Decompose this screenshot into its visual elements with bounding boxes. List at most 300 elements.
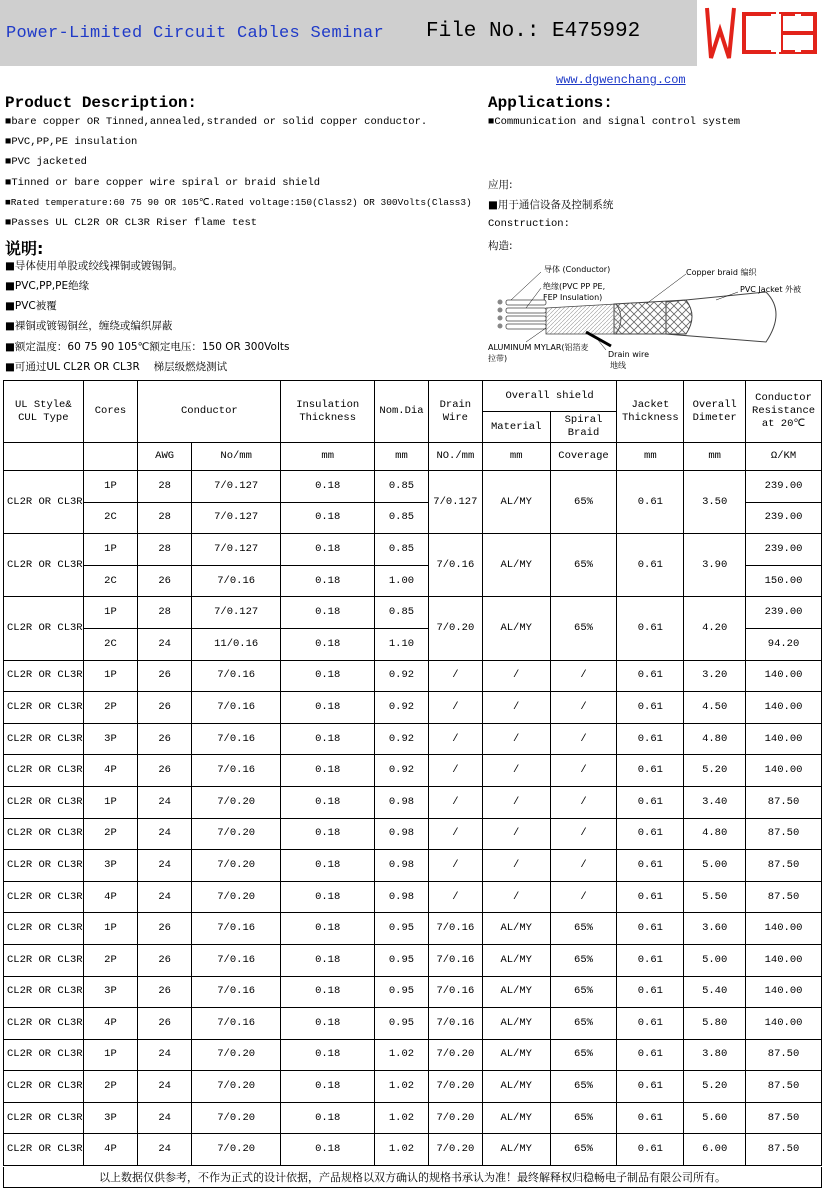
cell-dia: 0.98 [375,881,429,913]
header-insulation: Insulation Thickness [281,381,375,443]
cell-drain: 7/0.127 [428,471,482,534]
cell-awg: 28 [138,502,192,534]
cell-res: 87.50 [746,818,822,850]
cell-awg: 24 [138,850,192,882]
unit-overall: mm [684,443,746,471]
cell-jacket: 0.61 [617,881,684,913]
cell-style: CL2R OR CL3R [4,1008,84,1040]
cell-ins: 0.18 [281,1134,375,1166]
cell-coverage: 65% [550,1008,617,1040]
cell-style: CL2R OR CL3R [4,692,84,724]
header-drain: Drain Wire [428,381,482,443]
cell-resistance: 239.00 [746,534,822,566]
cell-ins: 0.18 [281,755,375,787]
cn-item: ■可通过UL CL2R OR CL3R 梯层级燃烧测试 [5,361,228,373]
cell-cores: 1P [83,471,138,503]
cell-jacket: 0.61 [617,1008,684,1040]
construction-label: Construction: [488,218,570,230]
cell-ul-style: CL2R OR CL3R [4,597,84,660]
cell-style: CL2R OR CL3R [4,1102,84,1134]
cell-dia: 0.98 [375,850,429,882]
table-row [4,786,822,818]
product-description-heading: Product Description: [5,94,198,112]
table-row [4,723,822,755]
cell-awg: 28 [138,597,192,629]
cell-overall: 3.20 [684,660,746,692]
cell-drain: / [428,660,482,692]
cell-ul-style: CL2R OR CL3R [4,471,84,534]
cell-drain: 7/0.16 [428,976,482,1008]
cell-ins: 0.18 [281,786,375,818]
cell-style: CL2R OR CL3R [4,850,84,882]
cell-no-mm: 7/0.16 [191,660,280,692]
cell-resistance: 239.00 [746,471,822,503]
cell-nom-dia: 1.10 [375,628,429,660]
cn-item: ■导体使用单股或绞线裸铜或镀锡铜。 [5,260,183,272]
table-row [4,597,822,629]
cn-item: ■额定温度：60 75 90 105℃额定电压：150 OR 300Volts [5,341,290,353]
cell-coverage: 65% [550,1102,617,1134]
cell-res: 87.50 [746,786,822,818]
cell-material: AL/MY [482,597,550,660]
cell-ins: 0.18 [281,723,375,755]
header-nom-dia: Nom.Dia [375,381,429,443]
cell-ins: 0.18 [281,660,375,692]
cell-ins: 0.18 [281,850,375,882]
cell-material: AL/MY [482,1039,550,1071]
cell-drain: 7/0.20 [428,597,482,660]
pd-item: ■bare copper OR Tinned,annealed,stranded or solid copper conductor. [5,116,428,128]
cell-res: 140.00 [746,755,822,787]
cell-no-mm: 11/0.16 [191,628,280,660]
table-row [4,944,822,976]
cell-overall-dia: 3.50 [684,471,746,534]
cell-cores: 4P [83,1008,138,1040]
cn-description-heading: 说明: [5,239,44,258]
cell-resistance: 150.00 [746,565,822,597]
cell-awg: 28 [138,534,192,566]
header-spiral: Spiral Braid [550,412,617,443]
cell-no-mm: 7/0.20 [191,1039,280,1071]
unit-ins: mm [281,443,375,471]
cell-ins: 0.18 [281,818,375,850]
cell-cores: 3P [83,1102,138,1134]
cell-ins: 0.18 [281,692,375,724]
cell-style: CL2R OR CL3R [4,881,84,913]
cell-drain: 7/0.20 [428,1102,482,1134]
header-overall-shield: Overall shield [482,381,617,412]
cell-dia: 0.92 [375,692,429,724]
label-copper-braid: Copper braid 编织 [686,268,757,277]
cell-jacket: 0.61 [617,1102,684,1134]
cell-nom-dia: 0.85 [375,502,429,534]
cell-dia: 0.95 [375,1008,429,1040]
cell-res: 140.00 [746,1008,822,1040]
cell-material: / [482,881,550,913]
cell-overall: 4.80 [684,818,746,850]
cell-cores: 2C [83,502,138,534]
table-row [4,1102,822,1134]
cell-coverage: 65% [550,471,617,534]
cell-style: CL2R OR CL3R [4,723,84,755]
cell-no-mm: 7/0.20 [191,850,280,882]
cell-cores: 2P [83,818,138,850]
cell-material: AL/MY [482,1071,550,1103]
cell-awg: 26 [138,565,192,597]
cell-res: 87.50 [746,1134,822,1166]
cell-coverage: / [550,850,617,882]
cell-overall: 5.80 [684,1008,746,1040]
cell-overall: 5.40 [684,976,746,1008]
cell-coverage: / [550,755,617,787]
cell-no-mm: 7/0.127 [191,534,280,566]
cell-material: / [482,755,550,787]
cell-res: 87.50 [746,1102,822,1134]
cell-dia: 0.98 [375,818,429,850]
cell-cores: 2P [83,692,138,724]
cell-insulation: 0.18 [281,471,375,503]
cell-overall: 3.40 [684,786,746,818]
cell-material: AL/MY [482,534,550,597]
pd-item: ■PVC,PP,PE insulation [5,136,138,148]
cell-material: AL/MY [482,976,550,1008]
cell-material: AL/MY [482,471,550,534]
cell-jacket: 0.61 [617,597,684,660]
cell-jacket: 0.61 [617,1134,684,1166]
cell-material: / [482,786,550,818]
disclaimer-footer: 以上数据仅供参考，不作为正式的设计依据，产品规格以双方确认的规格书承认为准！最终解释权归稳畅电子制品有限公司所有。 [3,1167,822,1188]
cell-no-mm: 7/0.20 [191,818,280,850]
cell-material: / [482,818,550,850]
cell-res: 140.00 [746,692,822,724]
label-drain-2: 地线 [610,361,626,370]
cn-item: ■裸铜或镀锡铜丝，缠绕或编织屏蔽 [5,320,173,332]
cell-insulation: 0.18 [281,565,375,597]
cell-no-mm: 7/0.16 [191,755,280,787]
cell-jacket: 0.61 [617,818,684,850]
unit-material: mm [482,443,550,471]
table-row [4,1008,822,1040]
cell-cores: 1P [83,786,138,818]
cell-overall: 4.80 [684,723,746,755]
label-conductor: 导体 (Conductor) [544,265,611,274]
cell-jacket: 0.61 [617,755,684,787]
cell-ins: 0.18 [281,913,375,945]
cell-jacket: 0.61 [617,660,684,692]
cell-awg: 26 [138,1008,192,1040]
cell-drain: / [428,786,482,818]
pd-item: ■Tinned or bare copper wire spiral or braid shield [5,177,321,189]
cell-overall: 6.00 [684,1134,746,1166]
cell-no-mm: 7/0.16 [191,723,280,755]
table-row [4,755,822,787]
application-cn-item: ■用于通信设备及控制系统 [488,199,614,211]
header-jacket: Jacket Thickness [617,381,684,443]
cell-cores: 1P [83,913,138,945]
cell-awg: 26 [138,755,192,787]
cell-jacket: 0.61 [617,976,684,1008]
cell-cores: 2C [83,565,138,597]
cell-cores: 1P [83,534,138,566]
cell-overall: 5.20 [684,1071,746,1103]
cell-no-mm: 7/0.127 [191,502,280,534]
cell-res: 87.50 [746,881,822,913]
cell-overall: 3.80 [684,1039,746,1071]
cell-overall-dia: 3.90 [684,534,746,597]
cell-coverage: 65% [550,597,617,660]
cell-resistance: 239.00 [746,502,822,534]
spec-table [3,380,822,1166]
file-number: File No.: E475992 [426,20,641,43]
cell-awg: 24 [138,786,192,818]
cell-cores: 1P [83,660,138,692]
cell-awg: 26 [138,660,192,692]
cell-awg: 24 [138,1102,192,1134]
cell-awg: 26 [138,976,192,1008]
cell-res: 140.00 [746,976,822,1008]
cell-style: CL2R OR CL3R [4,1039,84,1071]
cell-no-mm: 7/0.16 [191,692,280,724]
cell-dia: 0.92 [375,755,429,787]
cell-dia: 1.02 [375,1071,429,1103]
table-row [4,976,822,1008]
cell-drain: / [428,850,482,882]
cell-coverage: / [550,881,617,913]
cell-drain: 7/0.16 [428,534,482,597]
cell-drain: / [428,755,482,787]
cell-awg: 24 [138,628,192,660]
document-title: Power-Limited Circuit Cables Seminar [6,24,385,43]
cell-jacket: 0.61 [617,534,684,597]
cell-material: AL/MY [482,1102,550,1134]
cell-dia: 1.02 [375,1039,429,1071]
cell-material: AL/MY [482,944,550,976]
unit-jacket: mm [617,443,684,471]
cell-coverage: 65% [550,913,617,945]
cell-overall: 5.60 [684,1102,746,1134]
table-row [4,1134,822,1166]
cell-dia: 0.92 [375,723,429,755]
unit-empty [4,443,84,471]
cell-coverage: 65% [550,944,617,976]
website-link[interactable]: www.dgwenchang.com [556,73,686,87]
table-row [4,818,822,850]
unit-drain: NO./mm [428,443,482,471]
cell-dia: 0.98 [375,786,429,818]
cell-res: 87.50 [746,1071,822,1103]
cell-jacket: 0.61 [617,913,684,945]
cell-awg: 24 [138,1134,192,1166]
company-logo [701,0,823,66]
cell-awg: 24 [138,881,192,913]
cell-no-mm: 7/0.127 [191,471,280,503]
cell-no-mm: 7/0.16 [191,944,280,976]
cell-resistance: 94.20 [746,628,822,660]
cell-no-mm: 7/0.20 [191,1102,280,1134]
cell-no-mm: 7/0.16 [191,1008,280,1040]
cn-item: ■PVC,PP,PE绝缘 [5,280,90,292]
table-row [4,1039,822,1071]
table-row [4,913,822,945]
unit-awg: AWG [138,443,192,471]
cell-style: CL2R OR CL3R [4,755,84,787]
cell-jacket: 0.61 [617,850,684,882]
cell-drain: 7/0.20 [428,1134,482,1166]
cell-drain: 7/0.16 [428,944,482,976]
cell-insulation: 0.18 [281,597,375,629]
cell-style: CL2R OR CL3R [4,944,84,976]
cell-ins: 0.18 [281,881,375,913]
label-insulation-2: FEP Insulation) [543,293,603,302]
cell-coverage: / [550,818,617,850]
unit-res: Ω/KM [746,443,822,471]
cell-cores: 1P [83,597,138,629]
cell-style: CL2R OR CL3R [4,660,84,692]
cell-style: CL2R OR CL3R [4,976,84,1008]
cell-jacket: 0.61 [617,692,684,724]
label-mylar-2: 拉带) [488,354,508,363]
cell-awg: 28 [138,471,192,503]
cell-style: CL2R OR CL3R [4,1134,84,1166]
cell-jacket: 0.61 [617,723,684,755]
cell-style: CL2R OR CL3R [4,913,84,945]
application-item: ■Communication and signal control system [488,116,741,128]
cell-nom-dia: 0.85 [375,597,429,629]
header-overall-dia: Overall Dimeter [684,381,746,443]
cell-ul-style: CL2R OR CL3R [4,534,84,597]
cell-cores: 4P [83,1134,138,1166]
cell-awg: 26 [138,723,192,755]
cell-nom-dia: 0.85 [375,471,429,503]
cell-res: 140.00 [746,944,822,976]
table-row [4,881,822,913]
unit-empty [83,443,138,471]
cell-awg: 26 [138,692,192,724]
cell-resistance: 239.00 [746,597,822,629]
cell-overall-dia: 4.20 [684,597,746,660]
cell-jacket: 0.61 [617,944,684,976]
cell-awg: 26 [138,913,192,945]
cell-awg: 26 [138,944,192,976]
cell-ins: 0.18 [281,1071,375,1103]
table-row [4,692,822,724]
cell-cores: 3P [83,976,138,1008]
cell-cores: 3P [83,723,138,755]
cell-insulation: 0.18 [281,628,375,660]
header-resistance: Conductor Resistance at 20℃ [746,381,822,443]
cell-overall: 5.20 [684,755,746,787]
cell-res: 87.50 [746,1039,822,1071]
cell-dia: 0.95 [375,944,429,976]
cell-overall: 3.60 [684,913,746,945]
cell-res: 140.00 [746,913,822,945]
cell-dia: 0.92 [375,660,429,692]
cell-nom-dia: 1.00 [375,565,429,597]
cell-res: 140.00 [746,660,822,692]
cell-cores: 2P [83,1071,138,1103]
cell-no-mm: 7/0.20 [191,1071,280,1103]
cell-material: / [482,692,550,724]
cell-jacket: 0.61 [617,1071,684,1103]
cell-jacket: 0.61 [617,786,684,818]
cell-coverage: / [550,786,617,818]
cell-cores: 4P [83,755,138,787]
cell-coverage: 65% [550,1071,617,1103]
cell-dia: 0.95 [375,913,429,945]
label-mylar: ALUMINUM MYLAR(铝箔麦 [488,343,589,352]
cell-no-mm: 7/0.127 [191,597,280,629]
cn-item: ■PVC被覆 [5,300,57,312]
cell-drain: 7/0.16 [428,1008,482,1040]
cell-material: / [482,850,550,882]
cell-coverage: 65% [550,1039,617,1071]
cell-style: CL2R OR CL3R [4,786,84,818]
cell-drain: 7/0.16 [428,913,482,945]
cell-no-mm: 7/0.20 [191,1134,280,1166]
table-row [4,534,822,566]
cell-coverage: / [550,723,617,755]
cell-insulation: 0.18 [281,534,375,566]
cell-no-mm: 7/0.16 [191,913,280,945]
header-ul-style: UL Style& CUL Type [4,381,84,443]
cell-no-mm: 7/0.16 [191,565,280,597]
pd-item: ■Passes UL CL2R OR CL3R Riser flame test [5,217,258,229]
cell-ins: 0.18 [281,976,375,1008]
cell-jacket: 0.61 [617,471,684,534]
cell-jacket: 0.61 [617,1039,684,1071]
header-cores: Cores [83,381,138,443]
label-jacket: PVC Jacket 外被 [740,285,802,294]
cell-dia: 0.95 [375,976,429,1008]
cell-ins: 0.18 [281,944,375,976]
table-row [4,850,822,882]
cell-cores: 2C [83,628,138,660]
cell-awg: 24 [138,1071,192,1103]
cell-ins: 0.18 [281,1008,375,1040]
cell-insulation: 0.18 [281,502,375,534]
table-row [4,1071,822,1103]
cell-awg: 24 [138,818,192,850]
cell-drain: / [428,818,482,850]
cell-no-mm: 7/0.20 [191,881,280,913]
cell-cores: 3P [83,850,138,882]
pd-item: ■Rated temperature:60 75 90 OR 105℃.Rated voltage:150(Class2) OR 300Volts(Class3) [5,197,472,208]
cell-coverage: 65% [550,976,617,1008]
cell-drain: 7/0.20 [428,1071,482,1103]
label-drain: Drain wire [608,350,649,359]
table-row [4,471,822,503]
cell-coverage: / [550,692,617,724]
cell-no-mm: 7/0.16 [191,976,280,1008]
application-cn-label: 应用: [488,179,513,191]
cell-dia: 1.02 [375,1102,429,1134]
label-insulation: 绝缘(PVC PP PE, [543,282,606,291]
cell-material: / [482,723,550,755]
cell-overall: 5.00 [684,850,746,882]
cell-drain: 7/0.20 [428,1039,482,1071]
unit-coverage: Coverage [550,443,617,471]
cell-awg: 24 [138,1039,192,1071]
cell-overall: 5.00 [684,944,746,976]
construction-cn-label: 构造: [488,240,513,252]
cell-coverage: 65% [550,1134,617,1166]
cell-cores: 1P [83,1039,138,1071]
cell-cores: 2P [83,944,138,976]
cell-ins: 0.18 [281,1039,375,1071]
cell-ins: 0.18 [281,1102,375,1134]
cell-style: CL2R OR CL3R [4,818,84,850]
header-bar [0,0,697,66]
